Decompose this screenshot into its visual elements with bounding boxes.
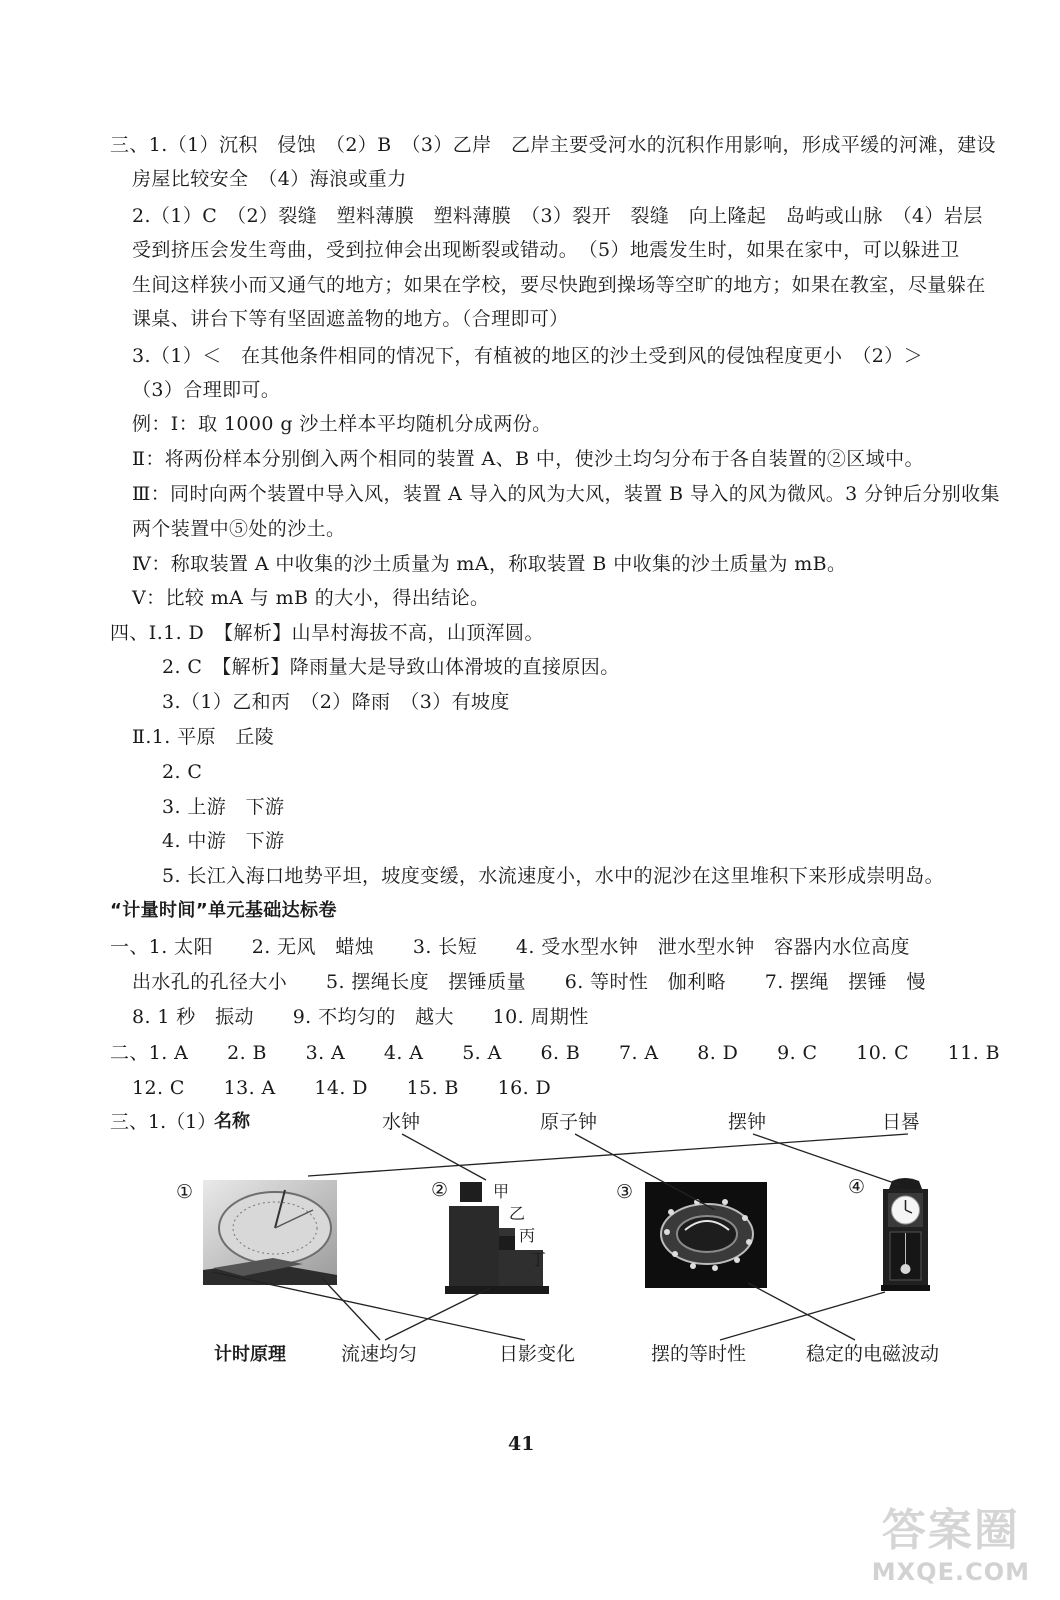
principle-item: 摆的等时性 [651,1343,747,1365]
principle-item: 流速均匀 [341,1343,418,1365]
sundial-image [203,1180,337,1285]
page-number: 41 [508,1433,535,1455]
water-clock-label: 甲 [493,1182,510,1201]
text-line: 3. 上游 下游 [162,796,285,818]
text-line: 例：Ⅰ：取 1000 g 沙土样本平均随机分成两份。 [132,413,552,435]
name-pendulum-clock: 摆钟 [728,1111,767,1133]
text-line: 5. 长江入海口地势平坦，坡度变缓，水流速度小，水中的泥沙在这里堆积下来形成崇明岛。 [162,865,944,887]
text-line: 生间这样狭小而又通气的地方；如果在学校，要尽快跑到操场等空旷的地方；如果在教室，尽量躲在 [132,274,986,296]
text-line: 二、1. A 2. B 3. A 4. A 5. A 6. B 7. A 8. D 9. C 10. C 11. B [110,1042,1001,1064]
text-line: 2. C 【解析】降雨量大是导致山体滑坡的直接原因。 [162,656,620,678]
name-sundial: 日晷 [882,1111,921,1133]
text-line: Ⅱ.1. 平原 丘陵 [132,726,275,748]
name-atomic-clock: 原子钟 [540,1111,598,1133]
text-line: 3.（1）＜ 在其他条件相同的情况下，有植被的地区的沙土受到风的侵蚀程度更小 （2）＞ [132,345,924,367]
pendulum-clock-image [878,1177,933,1292]
text-line: 三、1.（1）沉积 侵蚀 （2）B （3）乙岸 乙岸主要受河水的沉积作用影响，形成平缓的河滩，建设 [110,134,996,156]
atomic-clock-image [645,1182,767,1288]
watermark [872,1494,1030,1586]
text-line: 一、1. 太阳 2. 无风 蜡烛 3. 长短 4. 受水型水钟 泄水型水钟 容器内水位高度 [110,936,910,958]
text-line: 4. 中游 下游 [162,830,285,852]
figure-marker: ③ [616,1181,634,1203]
watermark-bottom: MXQE.COM [871,1558,1030,1586]
principle-item: 稳定的电磁波动 [806,1343,940,1365]
text-line: 2.（1）C （2）裂缝 塑料薄膜 塑料薄膜 （3）裂开 裂缝 向上隆起 岛屿或山脉 （4）岩层 [132,205,983,227]
figure-marker: ④ [848,1176,866,1198]
figure-marker: ② [431,1179,449,1201]
principle-item: 日影变化 [499,1343,576,1365]
matching-question-label: 三、1.（1） [110,1111,217,1133]
principle-header: 计时原理 [214,1344,286,1365]
text-line: 课桌、讲台下等有坚固遮盖物的地方。（合理即可） [132,308,569,330]
text-line: 房屋比较安全 （4）海浪或重力 [132,168,407,190]
water-clock-label: 乙 [509,1204,526,1223]
text-line: 2. C [162,761,203,783]
text-line: 出水孔的孔径大小 5. 摆绳长度 摆锤质量 6. 等时性 伽利略 7. 摆绳 摆锤 慢 [132,971,926,993]
section-title: “计量时间”单元基础达标卷 [110,900,337,921]
text-line: （3）合理即可。 [132,379,281,401]
name-water-clock: 水钟 [382,1111,421,1133]
name-header: 名称 [214,1111,250,1132]
text-line: Ⅴ：比较 mA 与 mB 的大小，得出结论。 [132,587,490,609]
text-line: Ⅳ：称取装置 A 中收集的沙土质量为 mA，称取装置 B 中收集的沙土质量为 mB。 [132,553,847,575]
water-clock-label: 丙 [519,1226,536,1245]
text-line: 3.（1）乙和丙 （2）降雨 （3）有坡度 [162,691,510,713]
water-clock-label: 丁 [530,1250,547,1269]
text-line: 12. C 13. A 14. D 15. B 16. D [132,1077,552,1099]
text-line: 两个装置中⑤处的沙土。 [132,518,346,540]
text-line: 四、Ⅰ.1. D 【解析】山旱村海拔不高，山顶浑圆。 [110,622,544,644]
text-line: 受到挤压会发生弯曲，受到拉伸会出现断裂或错动。 （5）地震发生时，如果在家中，可以躲进卫 [132,239,960,261]
watermark-top: 答案圈 [881,1505,1020,1556]
text-line: Ⅱ：将两份样本分别倒入两个相同的装置 A、B 中，使沙土均匀分布于各自装置的②区域中。 [132,448,924,470]
text-line: 8. 1 秒 振动 9. 不均匀的 越大 10. 周期性 [132,1006,589,1028]
text-line: Ⅲ：同时向两个装置中导入风，装置 A 导入的风为大风，装置 B 导入的风为微风。3 分钟后分别收集 [132,483,1000,505]
figure-marker: ① [176,1181,194,1203]
